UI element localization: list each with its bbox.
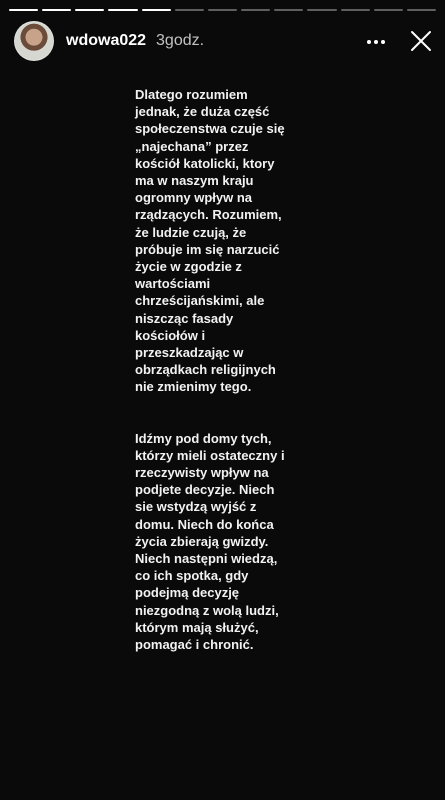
- progress-segment-fill: [108, 9, 137, 11]
- progress-segment-fill: [75, 9, 104, 11]
- progress-segment: [208, 9, 237, 11]
- close-button[interactable]: [406, 26, 436, 56]
- progress-segment-fill: [142, 9, 171, 11]
- progress-segment: [307, 9, 336, 11]
- story-paragraph-2: Idźmy pod domy tych, którzy mieli ostateczny i rzeczywisty wpływ na podjete decyzje. Niech sie wstydzą wyjść z domu. Niech do końca życia zbierają gwizdy. Niech następni wiedzą, co ich spotka, gdy podejmą decyzję niezgodną z wolą ludzi, którym mają służyć, pomagać i chronić.: [135, 430, 285, 653]
- progress-segment: [142, 9, 171, 11]
- progress-segment: [407, 9, 436, 11]
- progress-segment: [241, 9, 270, 11]
- post-time: 3godz.: [156, 32, 205, 49]
- progress-segment: [108, 9, 137, 11]
- progress-segment: [42, 9, 71, 11]
- story-header: [14, 20, 434, 62]
- story-progress-bar: [9, 9, 436, 11]
- progress-segment-fill: [9, 9, 38, 11]
- more-options-icon[interactable]: [364, 30, 388, 54]
- progress-segment-fill: [42, 9, 71, 11]
- progress-segment: [341, 9, 370, 11]
- progress-segment: [274, 9, 303, 11]
- story-paragraph-1: Dlatego rozumiem jednak, że duża część społeczenstwa czuje się „najechana” przez kościół katolicki, ktory ma w naszym kraju ogromny wpływ na rządzących. Rozumiem, że ludzie czują, że próbuje im się narzucić życie w zgodzie z wartościami chrześcijańskimi, ale niszcząc fasady kościołów i przeszkadzając w obrządkach religijnych nie zmienimy tego.: [135, 87, 285, 395]
- progress-segment: [75, 9, 104, 11]
- story-text: [135, 86, 285, 653]
- username[interactable]: wdowa022: [66, 32, 147, 49]
- avatar[interactable]: [14, 21, 54, 61]
- progress-segment: [9, 9, 38, 11]
- close-icon: [408, 28, 434, 54]
- more-horizontal-icon: [364, 30, 388, 54]
- progress-segment: [374, 9, 403, 11]
- progress-segment: [175, 9, 204, 11]
